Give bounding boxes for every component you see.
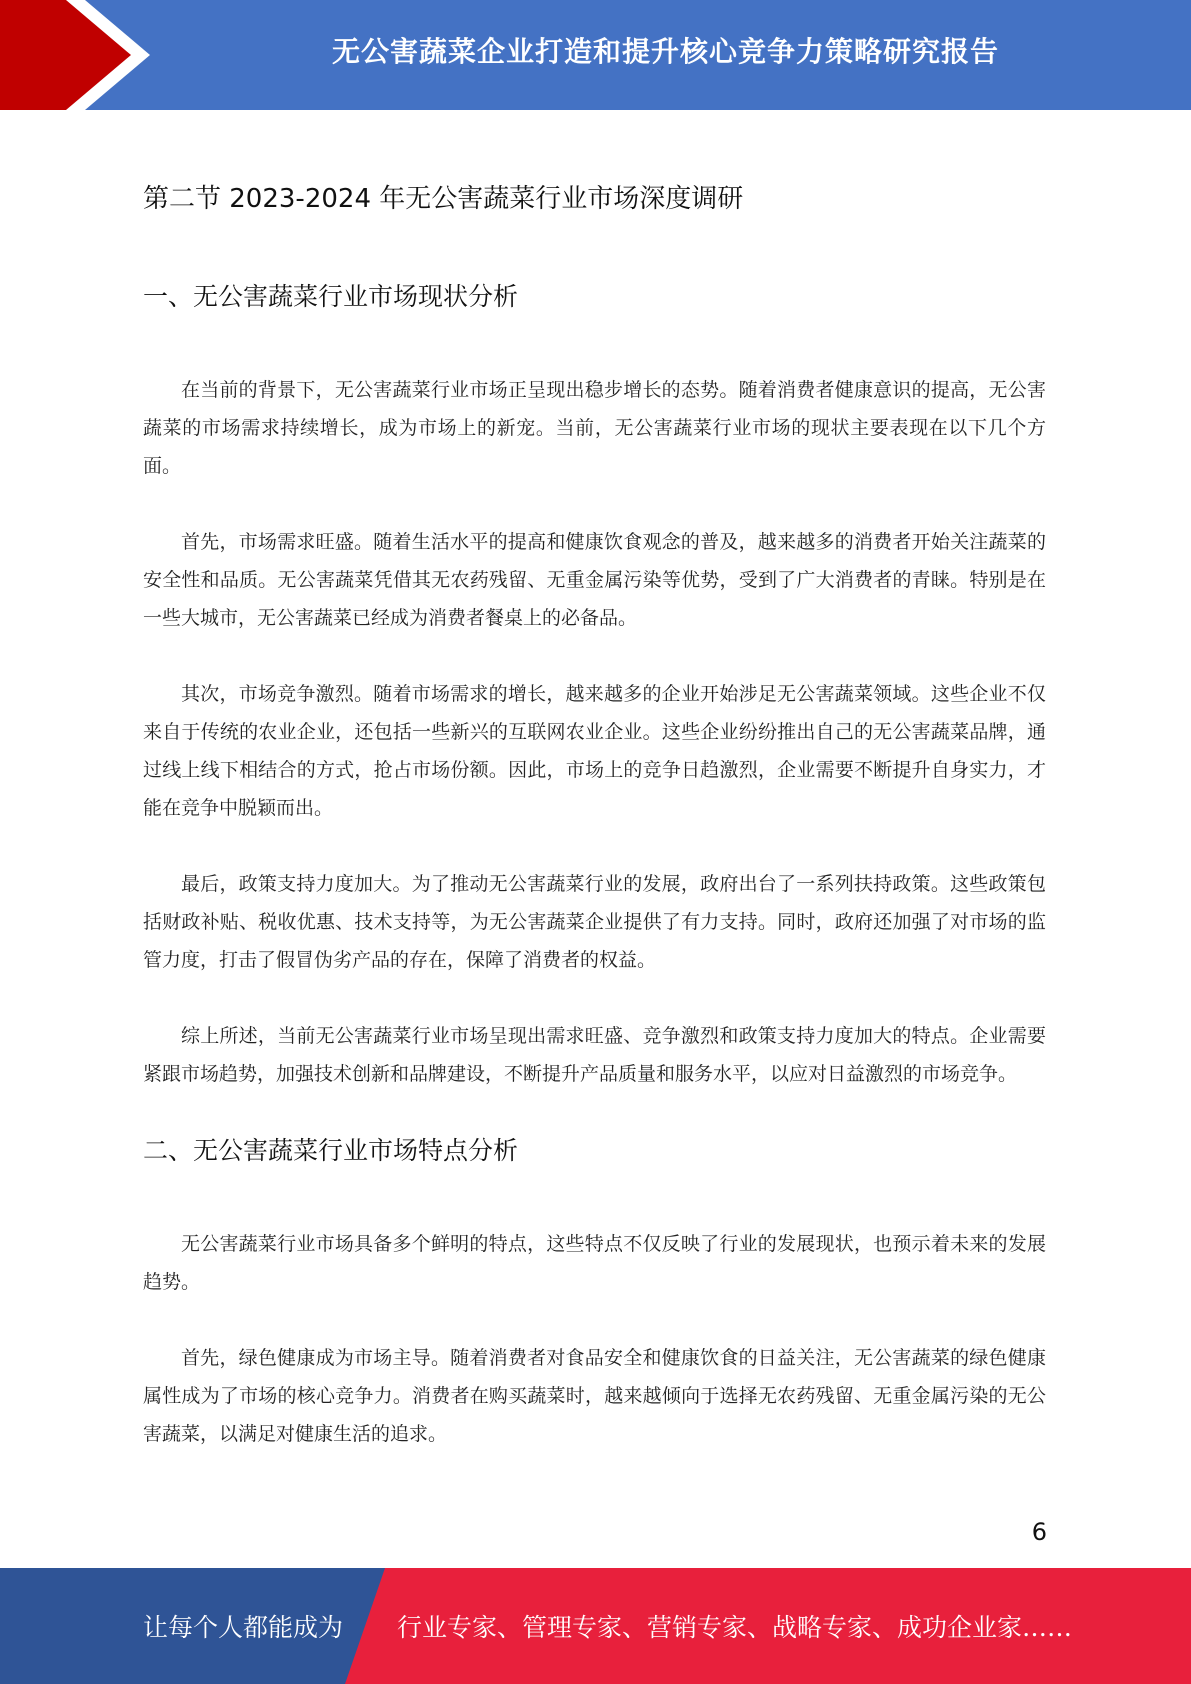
paragraph: 首先，市场需求旺盛。随着生活水平的提高和健康饮食观念的普及，越来越多的消费者开始关注蔬菜的安全性和品质。无公害蔬菜凭借其无农药残留、无重金属污染等优势，受到了广大消费者的青睐。特别是在一些大城市，无公害蔬菜已经成为消费者餐桌上的必备品。 — [143, 531, 1046, 629]
footer-slogan-left: 让每个人都能成为 — [143, 1613, 344, 1642]
paragraph: 最后，政策支持力度加大。为了推动无公害蔬菜行业的发展，政府出台了一系列扶持政策。这些政策包括财政补贴、税收优惠、技术支持等，为无公害蔬菜企业提供了有力支持。同时，政府还加强了对市场的监管力度，打击了假冒伪劣产品的存在，保障了消费者的权益。 — [143, 873, 1046, 971]
paragraph: 首先，绿色健康成为市场主导。随着消费者对食品安全和健康饮食的日益关注，无公害蔬菜的绿色健康属性成为了市场的核心竞争力。消费者在购买蔬菜时，越来越倾向于选择无农药残留、无重金属污染的无公害蔬菜，以满足对健康生活的追求。 — [143, 1347, 1046, 1445]
section-title: 第二节 2023-2024 年无公害蔬菜行业市场深度调研 — [143, 184, 744, 214]
page-number: 6 — [1031, 1518, 1047, 1546]
footer-slogan-right: 行业专家、管理专家、营销专家、战略专家、成功企业家…… — [397, 1613, 1073, 1642]
header-banner — [0, 0, 1191, 110]
subsection-title-2: 二、无公害蔬菜行业市场特点分析 — [143, 1136, 519, 1165]
paragraph: 综上所述，当前无公害蔬菜行业市场呈现出需求旺盛、竞争激烈和政策支持力度加大的特点。企业需要紧跟市场趋势，加强技术创新和品牌建设，不断提升产品质量和服务水平，以应对日益激烈的市场竞争。 — [143, 1025, 1046, 1085]
paragraph: 在当前的背景下，无公害蔬菜行业市场正呈现出稳步增长的态势。随着消费者健康意识的提高，无公害蔬菜的市场需求持续增长，成为市场上的新宠。当前，无公害蔬菜行业市场的现状主要表现在以下几个方面。 — [143, 379, 1046, 477]
paragraph: 无公害蔬菜行业市场具备多个鲜明的特点，这些特点不仅反映了行业的发展现状，也预示着未来的发展趋势。 — [143, 1233, 1046, 1293]
paragraph: 其次，市场竞争激烈。随着市场需求的增长，越来越多的企业开始涉足无公害蔬菜领域。这些企业不仅来自于传统的农业企业，还包括一些新兴的互联网农业企业。这些企业纷纷推出自己的无公害蔬菜品牌，通过线上线下相结合的方式，抢占市场份额。因此，市场上的竞争日趋激烈，企业需要不断提升自身实力，才能在竞争中脱颖而出。 — [143, 683, 1046, 819]
footer-banner — [0, 1568, 1191, 1684]
subsection-title-1: 一、无公害蔬菜行业市场现状分析 — [143, 282, 519, 311]
report-title: 无公害蔬菜企业打造和提升核心竞争力策略研究报告 — [331, 35, 999, 68]
document-body — [143, 178, 1046, 1491]
header-arrow-decoration — [0, 0, 160, 110]
